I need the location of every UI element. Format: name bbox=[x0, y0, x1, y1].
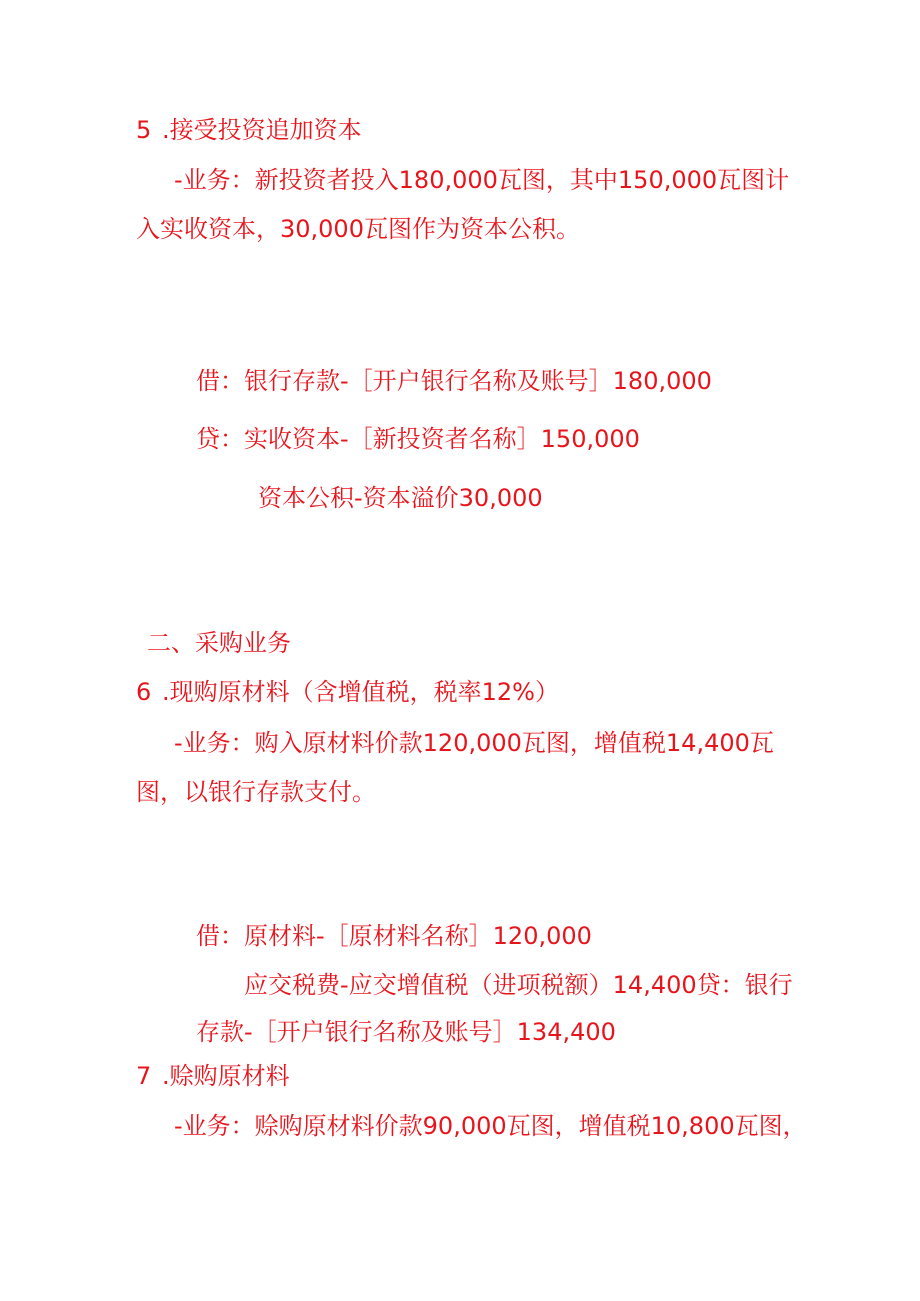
section-6-business-line-1: -业务：购入原材料价款120,000瓦图，增值税14,400瓦 bbox=[174, 729, 774, 757]
section-6-heading bbox=[136, 676, 559, 708]
section-6-entry-debit-2: 应交税费-应交增值税（进项税额）14,400贷：银行 bbox=[244, 971, 793, 999]
section-7-business-line-1: -业务：赊购原材料价款90,000瓦图，增值税10,800瓦图， bbox=[174, 1112, 807, 1140]
section-5-business-line-2: 入实收资本，30,000瓦图作为资本公积。 bbox=[136, 215, 580, 243]
section-title: .接受投资追加资本 bbox=[162, 116, 362, 144]
section-5-entry-credit-1: 贷：实收资本-［新投资者名称］150,000 bbox=[196, 425, 640, 453]
section-5-heading bbox=[136, 114, 362, 146]
section-7-heading bbox=[136, 1060, 290, 1092]
section-6-entry-debit: 借：原材料-［原材料名称］120,000 bbox=[196, 922, 592, 950]
chapter-2-heading: 二、采购业务 bbox=[147, 629, 291, 657]
section-5-entry-credit-2: 资本公积-资本溢价30,000 bbox=[258, 484, 543, 512]
section-number: 5 bbox=[136, 116, 152, 144]
section-6-business-line-2: 图，以银行存款支付。 bbox=[136, 778, 376, 806]
section-number: 7 bbox=[136, 1062, 152, 1090]
section-5-entry-debit: 借：银行存款-［开户银行名称及账号］180,000 bbox=[196, 367, 712, 395]
section-5-business-line-1: -业务：新投资者投入180,000瓦图，其中150,000瓦图计 bbox=[174, 166, 790, 194]
section-title: .现购原材料（含增值税，税率12%） bbox=[162, 678, 559, 706]
section-number: 6 bbox=[136, 678, 152, 706]
section-title: .赊购原材料 bbox=[162, 1062, 290, 1090]
section-6-entry-credit: 存款-［开户银行名称及账号］134,400 bbox=[196, 1018, 616, 1046]
